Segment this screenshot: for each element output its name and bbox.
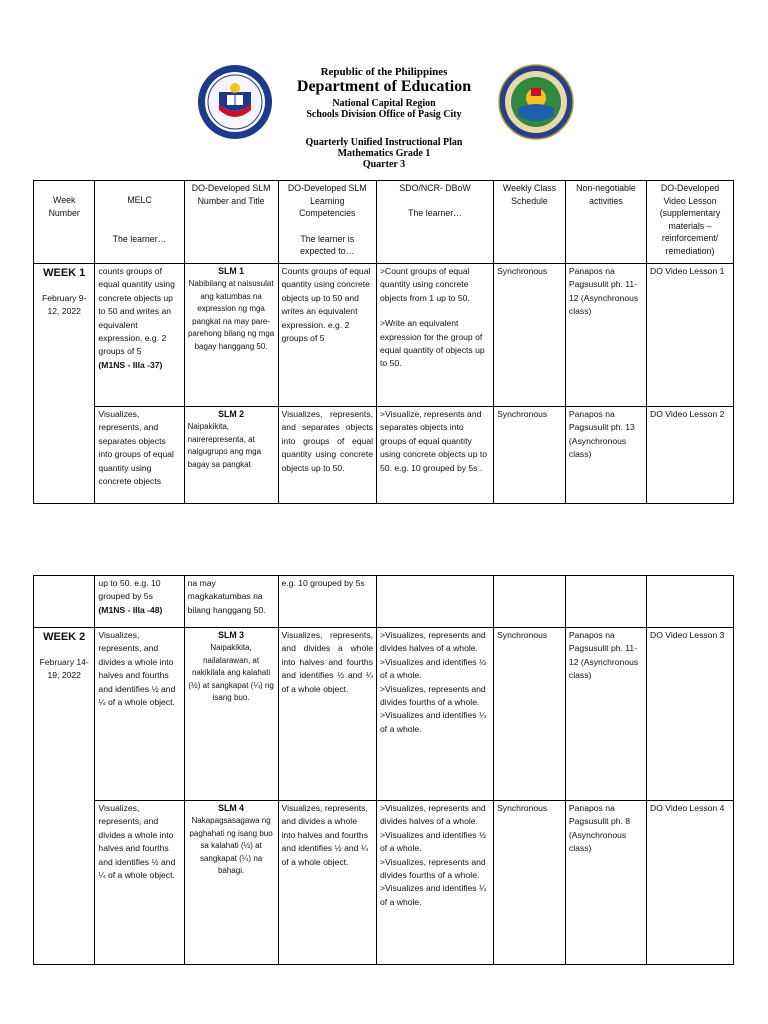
header-week: Week Number: [34, 181, 95, 264]
table-row: [34, 801, 734, 965]
subject-title: Mathematics Grade 1: [337, 148, 431, 159]
table-row: [34, 628, 734, 801]
nonnegotiable-cell: Panapos na Pagsusulit ph. 13 (Asynchronous class): [565, 407, 646, 504]
slm-cell: SLM 2 Naipakikita, nairerepresenta, at naigugrupo ang mga bagay sa pangkat: [184, 407, 278, 504]
melc-cell: Visualizes, represents, and divides a whole into halves and fourths and identifies ½ and ¼ of a whole object.: [95, 628, 184, 801]
table-header-row: [34, 181, 734, 264]
nonnegotiable-cell: Panapos na Pagsusulit ph. 11-12 (Asynchronous class): [565, 628, 646, 801]
header-schedule: Weekly Class Schedule: [494, 181, 566, 264]
republic-heading: Republic of the Philippines: [320, 66, 448, 78]
dbow-cell: >Count groups of equal quantity using concrete objects from 1 up to 50. >Write an equivalent expression for the group of equal quantity of objects up to 50.: [377, 264, 494, 407]
nonnegotiable-cell: Panapos na Pagsusulit ph. 11-12 (Asynchronous class): [565, 264, 646, 407]
dbow-cell: >Visualize, represents and separates objects into groups of equal quantity using concrete objects up to 50. e.g. 10 grouped by 5s .: [377, 407, 494, 504]
melc-cell: up to 50. e.g. 10 grouped by 5s (M1NS - IIIa -48): [95, 576, 184, 628]
video-cell: DO Video Lesson 3: [647, 628, 734, 801]
schedule-cell: Synchronous: [494, 801, 566, 965]
video-cell: DO Video Lesson 2: [647, 407, 734, 504]
melc-cell: Visualizes, represents, and divides a whole into halves and fourths and identifies ½ and ¼ of a whole object.: [95, 801, 184, 965]
week-cell: [34, 576, 95, 628]
dbow-cell: >Visualizes, represents and divides halves of a whole. >Visualizes and identifies ½ of a whole. >Visualizes, represents and divides fourths of a whole. >Visualizes and identifies ¼ of a whole.: [377, 801, 494, 965]
header-nonnegotiable: Non-negotiable activities: [565, 181, 646, 264]
instructional-plan-table-continued: [33, 575, 734, 965]
table-row: [34, 576, 734, 628]
header-dbow: SDO/NCR- DBoW The learner…: [377, 181, 494, 264]
week-1-cell: WEEK 1 February 9-12, 2022: [34, 264, 95, 504]
competency-cell: Counts groups of equal quantity using concrete objects up to 50 and writes an equivalent expression. e.g. 2 groups of 5: [278, 264, 377, 407]
schedule-cell: Synchronous: [494, 628, 566, 801]
header-melc: MELC The learner…: [95, 181, 184, 264]
header-slm: DO-Developed SLM Number and Title: [184, 181, 278, 264]
video-cell: [647, 576, 734, 628]
division-heading: Schools Division Office of Pasig City: [306, 109, 462, 120]
table-row: [34, 264, 734, 407]
header-competencies: DO-Developed SLM Learning Competencies The learner is expected to…: [278, 181, 377, 264]
slm-cell: SLM 1 Nabibilang at naisusulat ang katumbas na expression ng mga pangkat na may pare- parehong bilang ng mga bagay hanggang 50.: [184, 264, 278, 407]
dbow-cell: [377, 576, 494, 628]
competency-cell: Visualizes, represents, and separates objects into groups of equal quantity using concrete objects up to 50.: [278, 407, 377, 504]
video-cell: DO Video Lesson 1: [647, 264, 734, 407]
competency-cell: e.g. 10 grouped by 5s: [278, 576, 377, 628]
department-heading: Department of Education: [296, 78, 472, 95]
week-2-cell: WEEK 2 February 14-19, 2022: [34, 628, 95, 965]
schedule-cell: Synchronous: [494, 264, 566, 407]
quarter-title: Quarter 3: [362, 159, 406, 170]
plan-title: Quarterly Unified Instructional Plan: [305, 137, 463, 148]
slm-cell: SLM 4 Nakapagsasagawa ng paghahati ng isang buo sa kalahati (½) at sangkapat (¼) na bahagi.: [184, 801, 278, 965]
competency-cell: Visualizes, represents, and divides a whole into halves and fourths and identifies ½ and ¼ of a whole object.: [278, 801, 377, 965]
nonnegotiable-cell: [565, 576, 646, 628]
melc-cell: Visualizes, represents, and separates objects into groups of equal quantity using concrete objects: [95, 407, 184, 504]
schedule-cell: Synchronous: [494, 407, 566, 504]
header-video: DO-Developed Video Lesson (supplementary materials – reinforcement/ remediation): [647, 181, 734, 264]
table-row: [34, 407, 734, 504]
video-cell: DO Video Lesson 4: [647, 801, 734, 965]
slm-cell: SLM 3 Naipakikita, nailalarawan, at nakikilala ang kalahati (½) at sangkapat (¼) ng isang buo.: [184, 628, 278, 801]
slm-cell: na may magkakatumbas na bilang hanggang 50.: [184, 576, 278, 628]
melc-cell: counts groups of equal quantity using concrete objects up to 50 and writes an equivalent expression. e.g. 2 groups of 5 (M1NS - IIIa -37): [95, 264, 184, 407]
dbow-cell: >Visualizes, represents and divides halves of a whole. >Visualizes and identifies ½ of a whole. >Visualizes, represents and divides fourths of a whole. >Visualizes and identifies ¼ of a whole.: [377, 628, 494, 801]
region-heading: National Capital Region: [332, 98, 436, 109]
nonnegotiable-cell: Panapos na Pagsusulit ph. 8 (Asynchronous class): [565, 801, 646, 965]
schedule-cell: [494, 576, 566, 628]
instructional-plan-table: [33, 180, 734, 504]
competency-cell: Visualizes, represents, and divides a whole into halves and fourths and identifies ½ and ¼ of a whole object.: [278, 628, 377, 801]
